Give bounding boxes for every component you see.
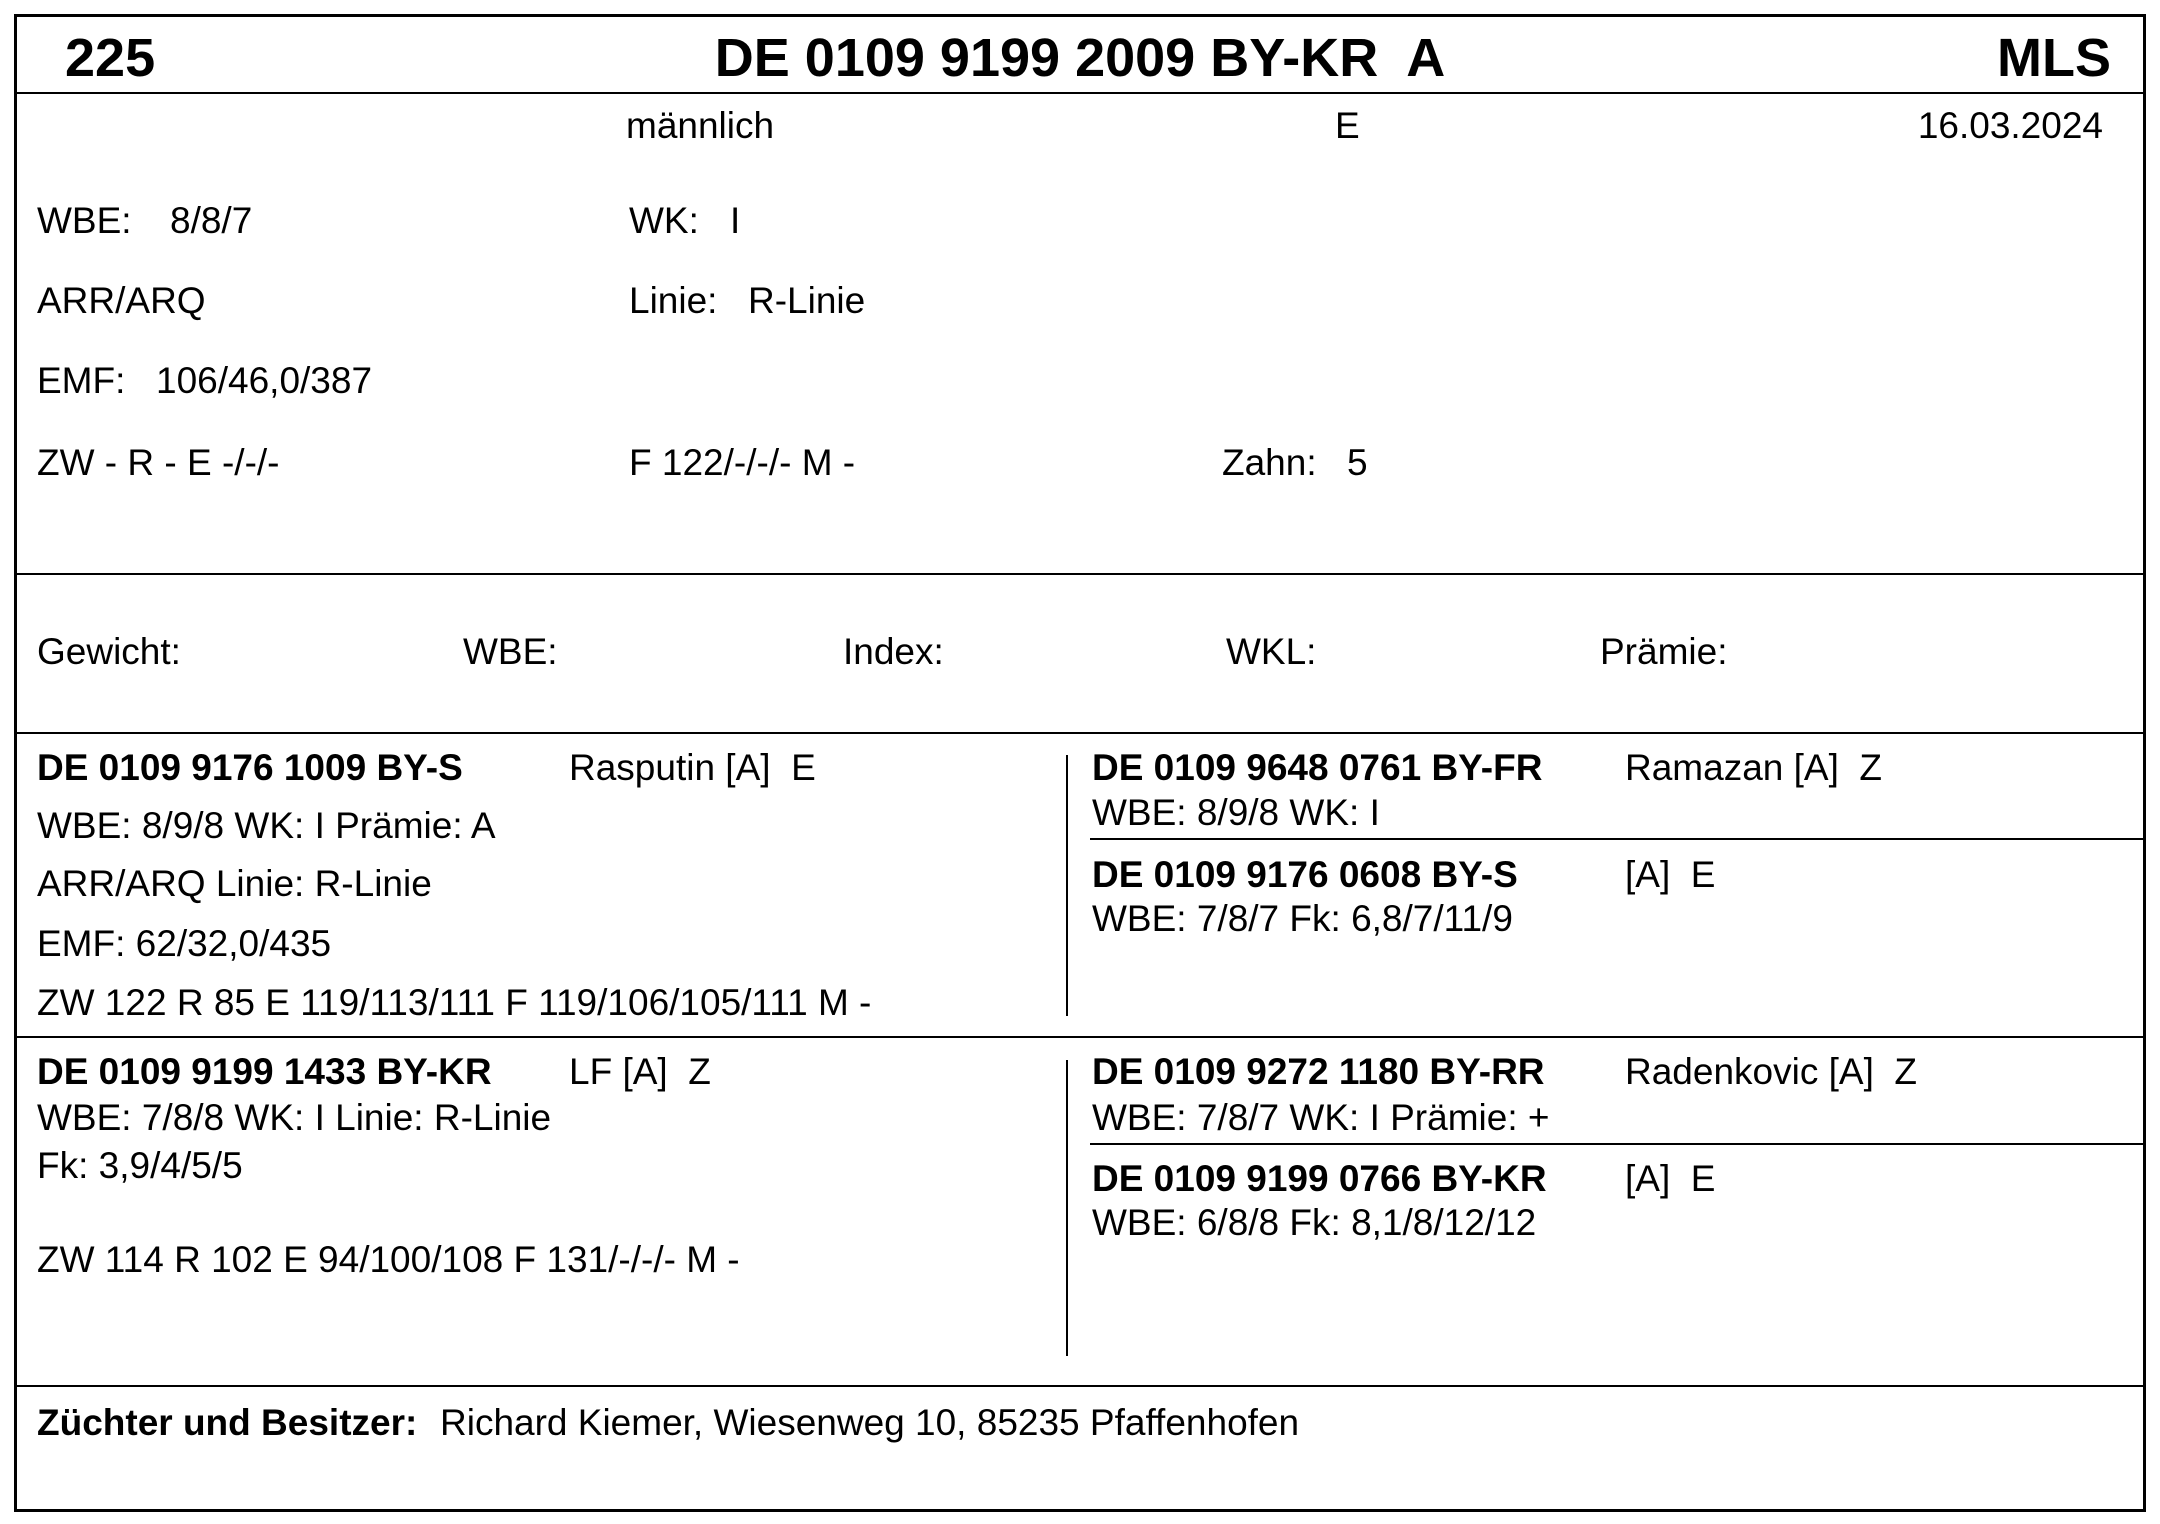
dam-line: ZW 114 R 102 E 94/100/108 F 131/-/-/- M - <box>37 1239 740 1280</box>
catalog-number: 225 <box>65 28 156 88</box>
wkl-label: WKL: <box>1226 631 1317 672</box>
zahn-value: 5 <box>1347 442 1368 483</box>
paternal-granddam-line: WBE: 7/8/7 Fk: 6,8/7/11/9 <box>1092 898 1513 939</box>
wk-label: WK: <box>629 200 699 241</box>
sire-line: ZW 122 R 85 E 119/113/111 F 119/106/105/111 M - <box>37 982 872 1023</box>
gewicht-label: Gewicht: <box>37 631 181 672</box>
zahn-label: Zahn: <box>1222 442 1317 483</box>
sire-line: ARR/ARQ Linie: R-Linie <box>37 863 432 904</box>
sire-grandparents-divider <box>1090 838 2146 840</box>
dam-line: WBE: 7/8/8 WK: I Linie: R-Linie <box>37 1097 552 1138</box>
sex: männlich <box>626 105 775 146</box>
sire-column-divider <box>1066 755 1068 1016</box>
owner-label: Züchter und Besitzer: <box>37 1402 418 1443</box>
praemie-label: Prämie: <box>1600 631 1728 672</box>
linie-label: Linie: <box>629 280 718 321</box>
dam-column-divider <box>1066 1060 1068 1356</box>
sire-section-divider <box>14 1036 2146 1038</box>
evaluation-section-divider <box>14 732 2146 734</box>
linie-value: R-Linie <box>748 280 866 321</box>
maternal-granddam-name: [A] E <box>1625 1158 1716 1199</box>
sire-id: DE 0109 9176 1009 BY-S <box>37 747 463 788</box>
dam-id: DE 0109 9199 1433 BY-KR <box>37 1051 492 1092</box>
breeding-value-f-m: F 122/-/-/- M - <box>629 442 856 483</box>
sire-name: Rasputin [A] E <box>569 747 816 788</box>
dam-section-divider <box>14 1385 2146 1387</box>
owner-value: Richard Kiemer, Wiesenweg 10, 85235 Pfaffenhofen <box>440 1402 1300 1443</box>
maternal-granddam-line: WBE: 6/8/8 Fk: 8,1/8/12/12 <box>1092 1202 1537 1243</box>
index-label: Index: <box>843 631 944 672</box>
animal-section-divider <box>14 573 2146 575</box>
maternal-granddam-id: DE 0109 9199 0766 BY-KR <box>1092 1158 1547 1199</box>
paternal-granddam-id: DE 0109 9176 0608 BY-S <box>1092 854 1518 895</box>
sire-line: WBE: 8/9/8 WK: I Prämie: A <box>37 805 496 846</box>
genotype: ARR/ARQ <box>37 280 206 321</box>
dam-grandparents-divider <box>1090 1143 2146 1145</box>
paternal-grandsire-line: WBE: 8/9/8 WK: I <box>1092 792 1380 833</box>
animal-id: DE 0109 9199 2009 BY-KR A <box>714 28 1446 88</box>
evaluation-wbe-label: WBE: <box>463 631 558 672</box>
herdbook-class: E <box>1335 105 1360 146</box>
paternal-grandsire-id: DE 0109 9648 0761 BY-FR <box>1092 747 1543 788</box>
wbe-value: 8/8/7 <box>170 200 253 241</box>
paternal-grandsire-name: Ramazan [A] Z <box>1625 747 1883 788</box>
paternal-granddam-name: [A] E <box>1625 854 1716 895</box>
dam-line: Fk: 3,9/4/5/5 <box>37 1145 243 1186</box>
birth-date: 16.03.2024 <box>1917 105 2103 146</box>
wk-value: I <box>730 200 741 241</box>
breed: MLS <box>1997 28 2111 88</box>
maternal-grandsire-line: WBE: 7/8/7 WK: I Prämie: + <box>1092 1097 1550 1138</box>
maternal-grandsire-name: Radenkovic [A] Z <box>1625 1051 1918 1092</box>
wbe-label: WBE: <box>37 200 132 241</box>
emf-value: 106/46,0/387 <box>156 360 373 401</box>
emf-label: EMF: <box>37 360 126 401</box>
sire-line: EMF: 62/32,0/435 <box>37 923 332 964</box>
maternal-grandsire-id: DE 0109 9272 1180 BY-RR <box>1092 1051 1545 1092</box>
header-divider <box>14 92 2146 94</box>
dam-name: LF [A] Z <box>569 1051 711 1092</box>
breeding-value-zw: ZW - R - E -/-/- <box>37 442 280 483</box>
